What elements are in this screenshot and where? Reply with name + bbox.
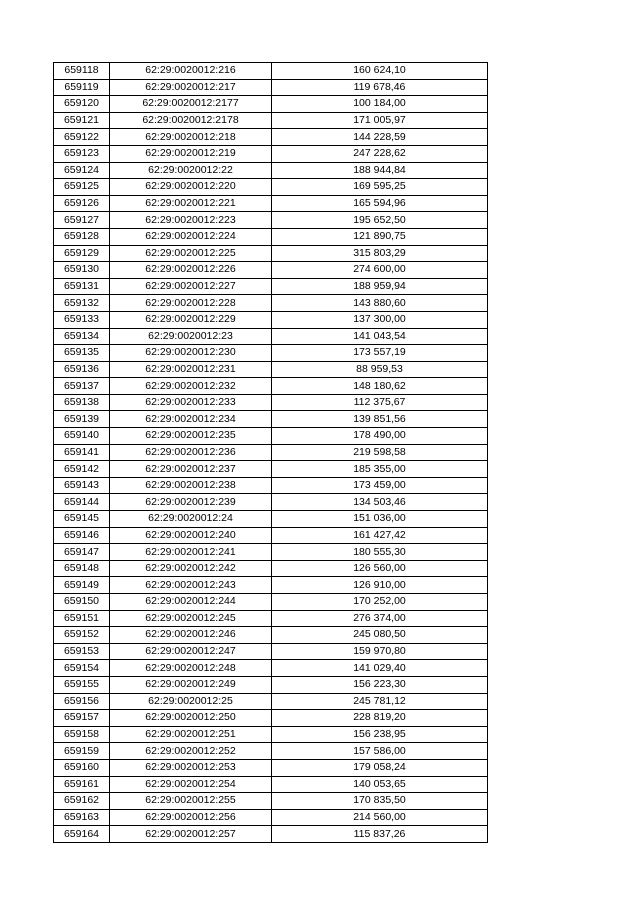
value-cell: 156 238,95: [272, 726, 488, 743]
row-number-cell: 659154: [54, 660, 110, 677]
cadastral-number-cell: 62:29:0020012:235: [110, 428, 272, 445]
table-row: [54, 328, 488, 345]
value-cell: 228 819,20: [272, 710, 488, 727]
row-number-cell: 659164: [54, 826, 110, 843]
table-row: [54, 444, 488, 461]
row-number-cell: 659162: [54, 793, 110, 810]
row-number-cell: 659138: [54, 394, 110, 411]
row-number-cell: 659148: [54, 560, 110, 577]
table-row: [54, 610, 488, 627]
cadastral-number-cell: 62:29:0020012:23: [110, 328, 272, 345]
cadastral-number-cell: 62:29:0020012:218: [110, 129, 272, 146]
value-cell: 247 228,62: [272, 145, 488, 162]
table-row: [54, 710, 488, 727]
table-row: [54, 527, 488, 544]
table-row: [54, 162, 488, 179]
value-cell: 245 781,12: [272, 693, 488, 710]
cadastral-number-cell: 62:29:0020012:241: [110, 544, 272, 561]
cadastral-number-cell: 62:29:0020012:24: [110, 511, 272, 528]
table-row: [54, 594, 488, 611]
row-number-cell: 659153: [54, 643, 110, 660]
cadastral-number-cell: 62:29:0020012:228: [110, 295, 272, 312]
table-row: [54, 776, 488, 793]
cadastral-number-cell: 62:29:0020012:216: [110, 63, 272, 80]
row-number-cell: 659150: [54, 594, 110, 611]
row-number-cell: 659144: [54, 494, 110, 511]
table-row: [54, 809, 488, 826]
cadastral-number-cell: 62:29:0020012:233: [110, 394, 272, 411]
row-number-cell: 659163: [54, 809, 110, 826]
value-cell: 126 910,00: [272, 577, 488, 594]
cadastral-number-cell: 62:29:0020012:220: [110, 179, 272, 196]
cadastral-number-cell: 62:29:0020012:244: [110, 594, 272, 611]
row-number-cell: 659142: [54, 461, 110, 478]
table-row: [54, 212, 488, 229]
table-row: [54, 826, 488, 843]
table-row: [54, 295, 488, 312]
table-row: [54, 627, 488, 644]
table-row: [54, 577, 488, 594]
cadastral-number-cell: 62:29:0020012:230: [110, 345, 272, 362]
cadastral-number-cell: 62:29:0020012:224: [110, 228, 272, 245]
value-cell: 88 959,53: [272, 361, 488, 378]
table-row: [54, 245, 488, 262]
table-row: [54, 79, 488, 96]
table-row: [54, 428, 488, 445]
row-number-cell: 659125: [54, 179, 110, 196]
row-number-cell: 659161: [54, 776, 110, 793]
cadastral-number-cell: 62:29:0020012:2178: [110, 112, 272, 129]
cadastral-number-cell: 62:29:0020012:223: [110, 212, 272, 229]
cadastral-number-cell: 62:29:0020012:234: [110, 411, 272, 428]
value-cell: 165 594,96: [272, 195, 488, 212]
table-row: [54, 726, 488, 743]
table-row: [54, 112, 488, 129]
cadastral-number-cell: 62:29:0020012:253: [110, 759, 272, 776]
value-cell: 188 959,94: [272, 278, 488, 295]
cadastral-number-cell: 62:29:0020012:247: [110, 643, 272, 660]
row-number-cell: 659131: [54, 278, 110, 295]
row-number-cell: 659156: [54, 693, 110, 710]
table-row: [54, 145, 488, 162]
row-number-cell: 659151: [54, 610, 110, 627]
row-number-cell: 659139: [54, 411, 110, 428]
row-number-cell: 659120: [54, 96, 110, 113]
row-number-cell: 659141: [54, 444, 110, 461]
row-number-cell: 659130: [54, 262, 110, 279]
cadastral-number-cell: 62:29:0020012:252: [110, 743, 272, 760]
row-number-cell: 659124: [54, 162, 110, 179]
value-cell: 148 180,62: [272, 378, 488, 395]
cadastral-number-cell: 62:29:0020012:236: [110, 444, 272, 461]
row-number-cell: 659137: [54, 378, 110, 395]
value-cell: 173 557,19: [272, 345, 488, 362]
table-row: [54, 643, 488, 660]
table-row: [54, 743, 488, 760]
value-cell: 214 560,00: [272, 809, 488, 826]
row-number-cell: 659145: [54, 511, 110, 528]
row-number-cell: 659127: [54, 212, 110, 229]
value-cell: 170 252,00: [272, 594, 488, 611]
value-cell: 276 374,00: [272, 610, 488, 627]
cadastral-number-cell: 62:29:0020012:229: [110, 311, 272, 328]
row-number-cell: 659136: [54, 361, 110, 378]
row-number-cell: 659160: [54, 759, 110, 776]
value-cell: 245 080,50: [272, 627, 488, 644]
value-cell: 179 058,24: [272, 759, 488, 776]
cadastral-number-cell: 62:29:0020012:245: [110, 610, 272, 627]
value-cell: 157 586,00: [272, 743, 488, 760]
cadastral-number-cell: 62:29:0020012:231: [110, 361, 272, 378]
cadastral-number-cell: 62:29:0020012:254: [110, 776, 272, 793]
cadastral-number-cell: 62:29:0020012:240: [110, 527, 272, 544]
row-number-cell: 659129: [54, 245, 110, 262]
cadastral-number-cell: 62:29:0020012:226: [110, 262, 272, 279]
row-number-cell: 659135: [54, 345, 110, 362]
row-number-cell: 659159: [54, 743, 110, 760]
value-cell: 169 595,25: [272, 179, 488, 196]
row-number-cell: 659146: [54, 527, 110, 544]
value-cell: 159 970,80: [272, 643, 488, 660]
table-row: [54, 311, 488, 328]
row-number-cell: 659143: [54, 477, 110, 494]
value-cell: 144 228,59: [272, 129, 488, 146]
value-cell: 121 890,75: [272, 228, 488, 245]
cadastral-number-cell: 62:29:0020012:237: [110, 461, 272, 478]
value-cell: 137 300,00: [272, 311, 488, 328]
row-number-cell: 659128: [54, 228, 110, 245]
value-cell: 115 837,26: [272, 826, 488, 843]
value-cell: 185 355,00: [272, 461, 488, 478]
value-cell: 161 427,42: [272, 527, 488, 544]
cadastral-number-cell: 62:29:0020012:251: [110, 726, 272, 743]
cadastral-number-cell: 62:29:0020012:257: [110, 826, 272, 843]
table-row: [54, 511, 488, 528]
table-row: [54, 544, 488, 561]
value-cell: 141 029,40: [272, 660, 488, 677]
value-cell: 141 043,54: [272, 328, 488, 345]
row-number-cell: 659155: [54, 676, 110, 693]
value-cell: 171 005,97: [272, 112, 488, 129]
cadastral-number-cell: 62:29:0020012:242: [110, 560, 272, 577]
row-number-cell: 659133: [54, 311, 110, 328]
value-cell: 119 678,46: [272, 79, 488, 96]
row-number-cell: 659118: [54, 63, 110, 80]
table-row: [54, 262, 488, 279]
table-row: [54, 63, 488, 80]
table-row: [54, 195, 488, 212]
cadastral-number-cell: 62:29:0020012:219: [110, 145, 272, 162]
table-row: [54, 759, 488, 776]
value-cell: 140 053,65: [272, 776, 488, 793]
table-row: [54, 278, 488, 295]
value-cell: 134 503,46: [272, 494, 488, 511]
cadastral-number-cell: 62:29:0020012:243: [110, 577, 272, 594]
cadastral-number-cell: 62:29:0020012:248: [110, 660, 272, 677]
row-number-cell: 659158: [54, 726, 110, 743]
table-row: [54, 394, 488, 411]
table-row: [54, 461, 488, 478]
cadastral-number-cell: 62:29:0020012:217: [110, 79, 272, 96]
value-cell: 170 835,50: [272, 793, 488, 810]
table-row: [54, 179, 488, 196]
cadastral-number-cell: 62:29:0020012:25: [110, 693, 272, 710]
cadastral-number-cell: 62:29:0020012:22: [110, 162, 272, 179]
table-row: [54, 361, 488, 378]
value-cell: 156 223,30: [272, 676, 488, 693]
cadastral-number-cell: 62:29:0020012:225: [110, 245, 272, 262]
value-cell: 195 652,50: [272, 212, 488, 229]
table-row: [54, 660, 488, 677]
cadastral-number-cell: 62:29:0020012:238: [110, 477, 272, 494]
table-row: [54, 228, 488, 245]
cadastral-number-cell: 62:29:0020012:232: [110, 378, 272, 395]
row-number-cell: 659119: [54, 79, 110, 96]
cadastral-number-cell: 62:29:0020012:256: [110, 809, 272, 826]
row-number-cell: 659123: [54, 145, 110, 162]
table-row: [54, 96, 488, 113]
value-cell: 143 880,60: [272, 295, 488, 312]
cadastral-number-cell: 62:29:0020012:250: [110, 710, 272, 727]
cadastral-number-cell: 62:29:0020012:239: [110, 494, 272, 511]
value-cell: 151 036,00: [272, 511, 488, 528]
value-cell: 219 598,58: [272, 444, 488, 461]
data-table: [53, 62, 488, 843]
value-cell: 112 375,67: [272, 394, 488, 411]
table-row: [54, 793, 488, 810]
table-row: [54, 378, 488, 395]
table-row: [54, 411, 488, 428]
value-cell: 178 490,00: [272, 428, 488, 445]
table-row: [54, 693, 488, 710]
value-cell: 180 555,30: [272, 544, 488, 561]
cadastral-number-cell: 62:29:0020012:249: [110, 676, 272, 693]
table-row: [54, 494, 488, 511]
row-number-cell: 659134: [54, 328, 110, 345]
row-number-cell: 659157: [54, 710, 110, 727]
table-row: [54, 560, 488, 577]
row-number-cell: 659152: [54, 627, 110, 644]
cadastral-number-cell: 62:29:0020012:2177: [110, 96, 272, 113]
cadastral-number-cell: 62:29:0020012:255: [110, 793, 272, 810]
row-number-cell: 659126: [54, 195, 110, 212]
value-cell: 274 600,00: [272, 262, 488, 279]
value-cell: 315 803,29: [272, 245, 488, 262]
row-number-cell: 659122: [54, 129, 110, 146]
value-cell: 173 459,00: [272, 477, 488, 494]
cadastral-number-cell: 62:29:0020012:246: [110, 627, 272, 644]
value-cell: 100 184,00: [272, 96, 488, 113]
row-number-cell: 659147: [54, 544, 110, 561]
cadastral-number-cell: 62:29:0020012:227: [110, 278, 272, 295]
value-cell: 188 944,84: [272, 162, 488, 179]
row-number-cell: 659121: [54, 112, 110, 129]
table-row: [54, 676, 488, 693]
row-number-cell: 659132: [54, 295, 110, 312]
table-row: [54, 477, 488, 494]
value-cell: 126 560,00: [272, 560, 488, 577]
cadastral-number-cell: 62:29:0020012:221: [110, 195, 272, 212]
table-row: [54, 129, 488, 146]
value-cell: 139 851,56: [272, 411, 488, 428]
table-row: [54, 345, 488, 362]
row-number-cell: 659140: [54, 428, 110, 445]
table-body: [54, 63, 488, 843]
value-cell: 160 624,10: [272, 63, 488, 80]
row-number-cell: 659149: [54, 577, 110, 594]
